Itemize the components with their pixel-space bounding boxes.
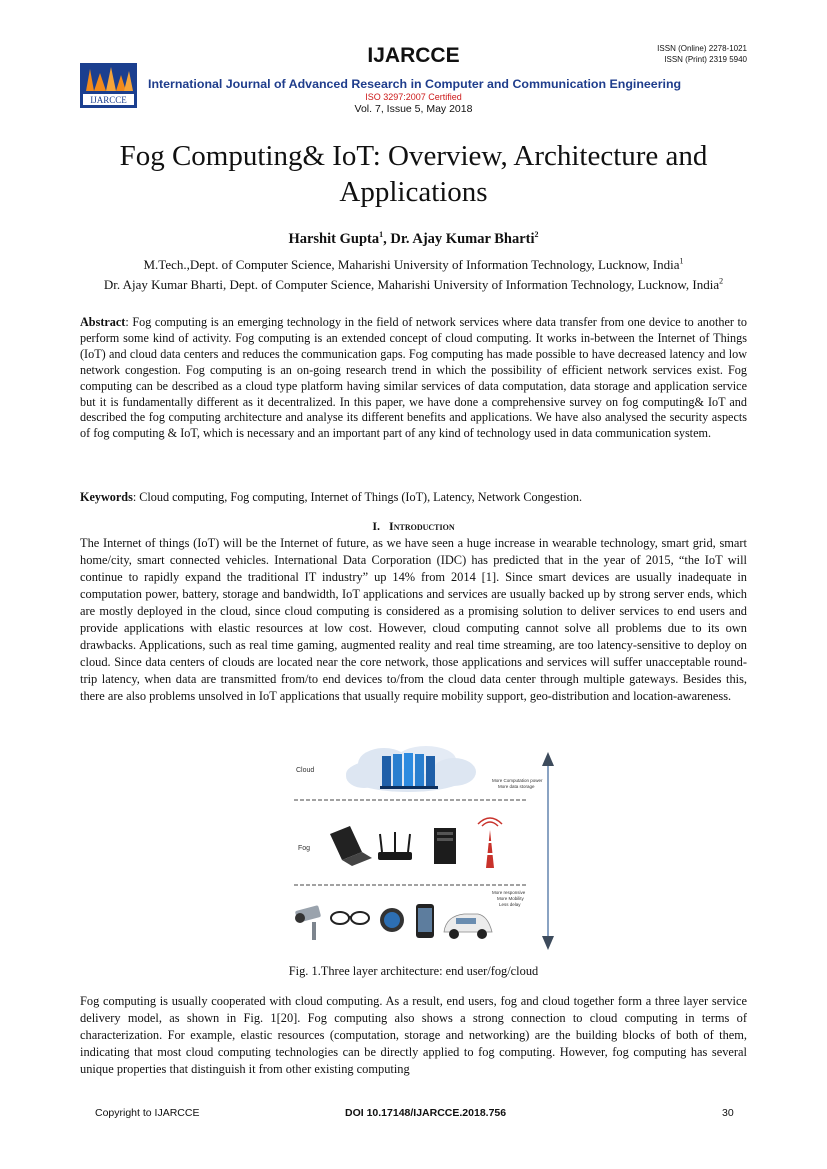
keywords (80, 489, 747, 505)
section-number: I. (372, 519, 381, 533)
authors (0, 231, 827, 248)
section-heading (0, 519, 827, 534)
volume-issue: Vol. 7, Issue 5, May 2018 (354, 103, 473, 115)
cloud-label: Cloud (296, 767, 315, 774)
smartwatch-icon (380, 908, 404, 932)
issn-block (657, 43, 747, 65)
author-1-sup: 1 (379, 230, 384, 240)
footer-copyright: Copyright to IJARCCE (95, 1107, 200, 1119)
iso-certification: ISO 3297:2007 Certified (365, 92, 462, 102)
top-note-2: More data storage (498, 784, 535, 789)
keywords-text: : Cloud computing, Fog computing, Internet of Things (IoT), Latency, Network Congestion. (132, 490, 582, 504)
bottom-note-1: More responsive (492, 890, 526, 895)
issn-online: ISSN (Online) 2278-1021 (657, 44, 747, 53)
journal-full-title: International Journal of Advanced Research in Computer and Communication Engineering (148, 77, 682, 91)
journal-short-title: IJARCCE (367, 44, 460, 67)
logo-text: IJARCCE (90, 95, 127, 105)
smart-glasses-icon (331, 912, 369, 924)
security-camera-icon (295, 905, 321, 940)
intro-paragraph: The Internet of things (IoT) will be the Internet of future, as we have seen a huge increase in wearable technology, smart grid, smart home/city, smart connected vehicles. International Data Corporation (IDC) has predicted that in the year of 2015, “the IoT will continue to rapidly expand the traditional IT industry” up 14% from 2014 [1]. Since smart devices are usually inadequate in computation power, battery, storage and bandwidth, IoT applications and services are usually backed up by strong server ends, which are mostly deployed in the cloud, since cloud computing is considered as a promising solution to deliver services to end users and provide applications with elastic resources at low cost. However, cloud computing cannot solve all problems due to its own drawbacks. Applications, such as real time gaming, augmented reality and real time streaming, are too latency-sensitive to deploy on cloud. Since data centers of clouds are located near the core network, those applications and services will suffer unacceptable round-trip latency, when data are transmitted from/to end devices to/from the cloud data center through multiple gateways. Besides this, there are also problems unsolved in IoT applications that usually require mobility support, geo-distribution and location-awareness. (80, 536, 747, 704)
architecture-figure (286, 746, 576, 956)
footer-doi: DOI 10.17148/IJARCCE.2018.756 (345, 1107, 507, 1119)
abstract (80, 315, 747, 442)
laptop-icon (330, 826, 372, 866)
author-1: Harshit Gupta (288, 231, 380, 247)
paper-title: Fog Computing& IoT: Overview, Architecture and Applications (119, 140, 708, 208)
router-icon (378, 832, 412, 860)
bottom-note-3: Less delay (499, 902, 521, 907)
affiliation-2: Dr. Ajay Kumar Bharti, Dept. of Computer Science, Maharishi University of Information Technology, Lucknow, India$^2$ (103, 276, 724, 292)
author-2-sup: 2 (534, 230, 539, 240)
smartphone-icon (416, 904, 434, 938)
issn-print: ISSN (Print) 2319 5940 (664, 55, 747, 64)
body-paragraph-2: Fog computing is usually cooperated with cloud computing. As a result, end users, fog and cloud together form a three layer service delivery model, as shown in Fig. 1[20]. Fog computing also shows a strong connection to cloud computing in terms of characterization. For example, elastic resources (computation, storage and networking) are the building blocks of both of them, indicating that most cloud computing technologies can be directly applied to fog computing. However, fog computing has several unique properties that distinguish it from other existing computing (80, 994, 747, 1077)
scale-arrow (542, 752, 554, 950)
keywords-label: Keywords (80, 490, 133, 504)
section-title: Introduction (389, 519, 455, 533)
connected-car-icon (444, 914, 492, 939)
abstract-text: : Fog computing is an emerging technology in the field of network services where data transfer from one device to another to perform some kind of activity. Fog computing is an extended concept of cloud computing. It works in-between the Internet of Things (IoT) and cloud data centers and reduces the communication gaps. Fog computing has made possible to have decreased latency and low network congestion. Fog computing is an on-going research trend in which the possibility of efficient network services exist. Fog computing can be described as a cloud type platform having similar services of data computation, data storage and application service but it is fundamentally different as it decentralized. In this paper, we have done a comprehensive survey on fog computing& IoT and described the fog computing architecture and analyse its different benefits and applications. We have also analysed the security aspects of fog computing & IoT, which is necessary and an important part of any kind of technology used in data communication system. (80, 315, 747, 441)
fog-label: Fog (298, 845, 311, 852)
affiliation-1: M.Tech.,Dept. of Computer Science, Maharishi University of Information Technology, Lucknow, India$^1$ (143, 256, 684, 272)
bottom-note-2: More Mobility (497, 896, 524, 901)
server-rack-icon (380, 753, 438, 789)
author-2: Dr. Ajay Kumar Bharti (390, 231, 535, 247)
abstract-label: Abstract (80, 315, 126, 329)
author-separator: , (383, 231, 391, 247)
cell-tower-icon (478, 818, 502, 868)
figure-caption: Fig. 1.Three layer architecture: end user/fog/cloud (288, 964, 539, 978)
footer-page-number: 30 (722, 1107, 734, 1119)
server-tower-icon (434, 828, 456, 864)
top-note-1: More Computation power (492, 778, 543, 783)
